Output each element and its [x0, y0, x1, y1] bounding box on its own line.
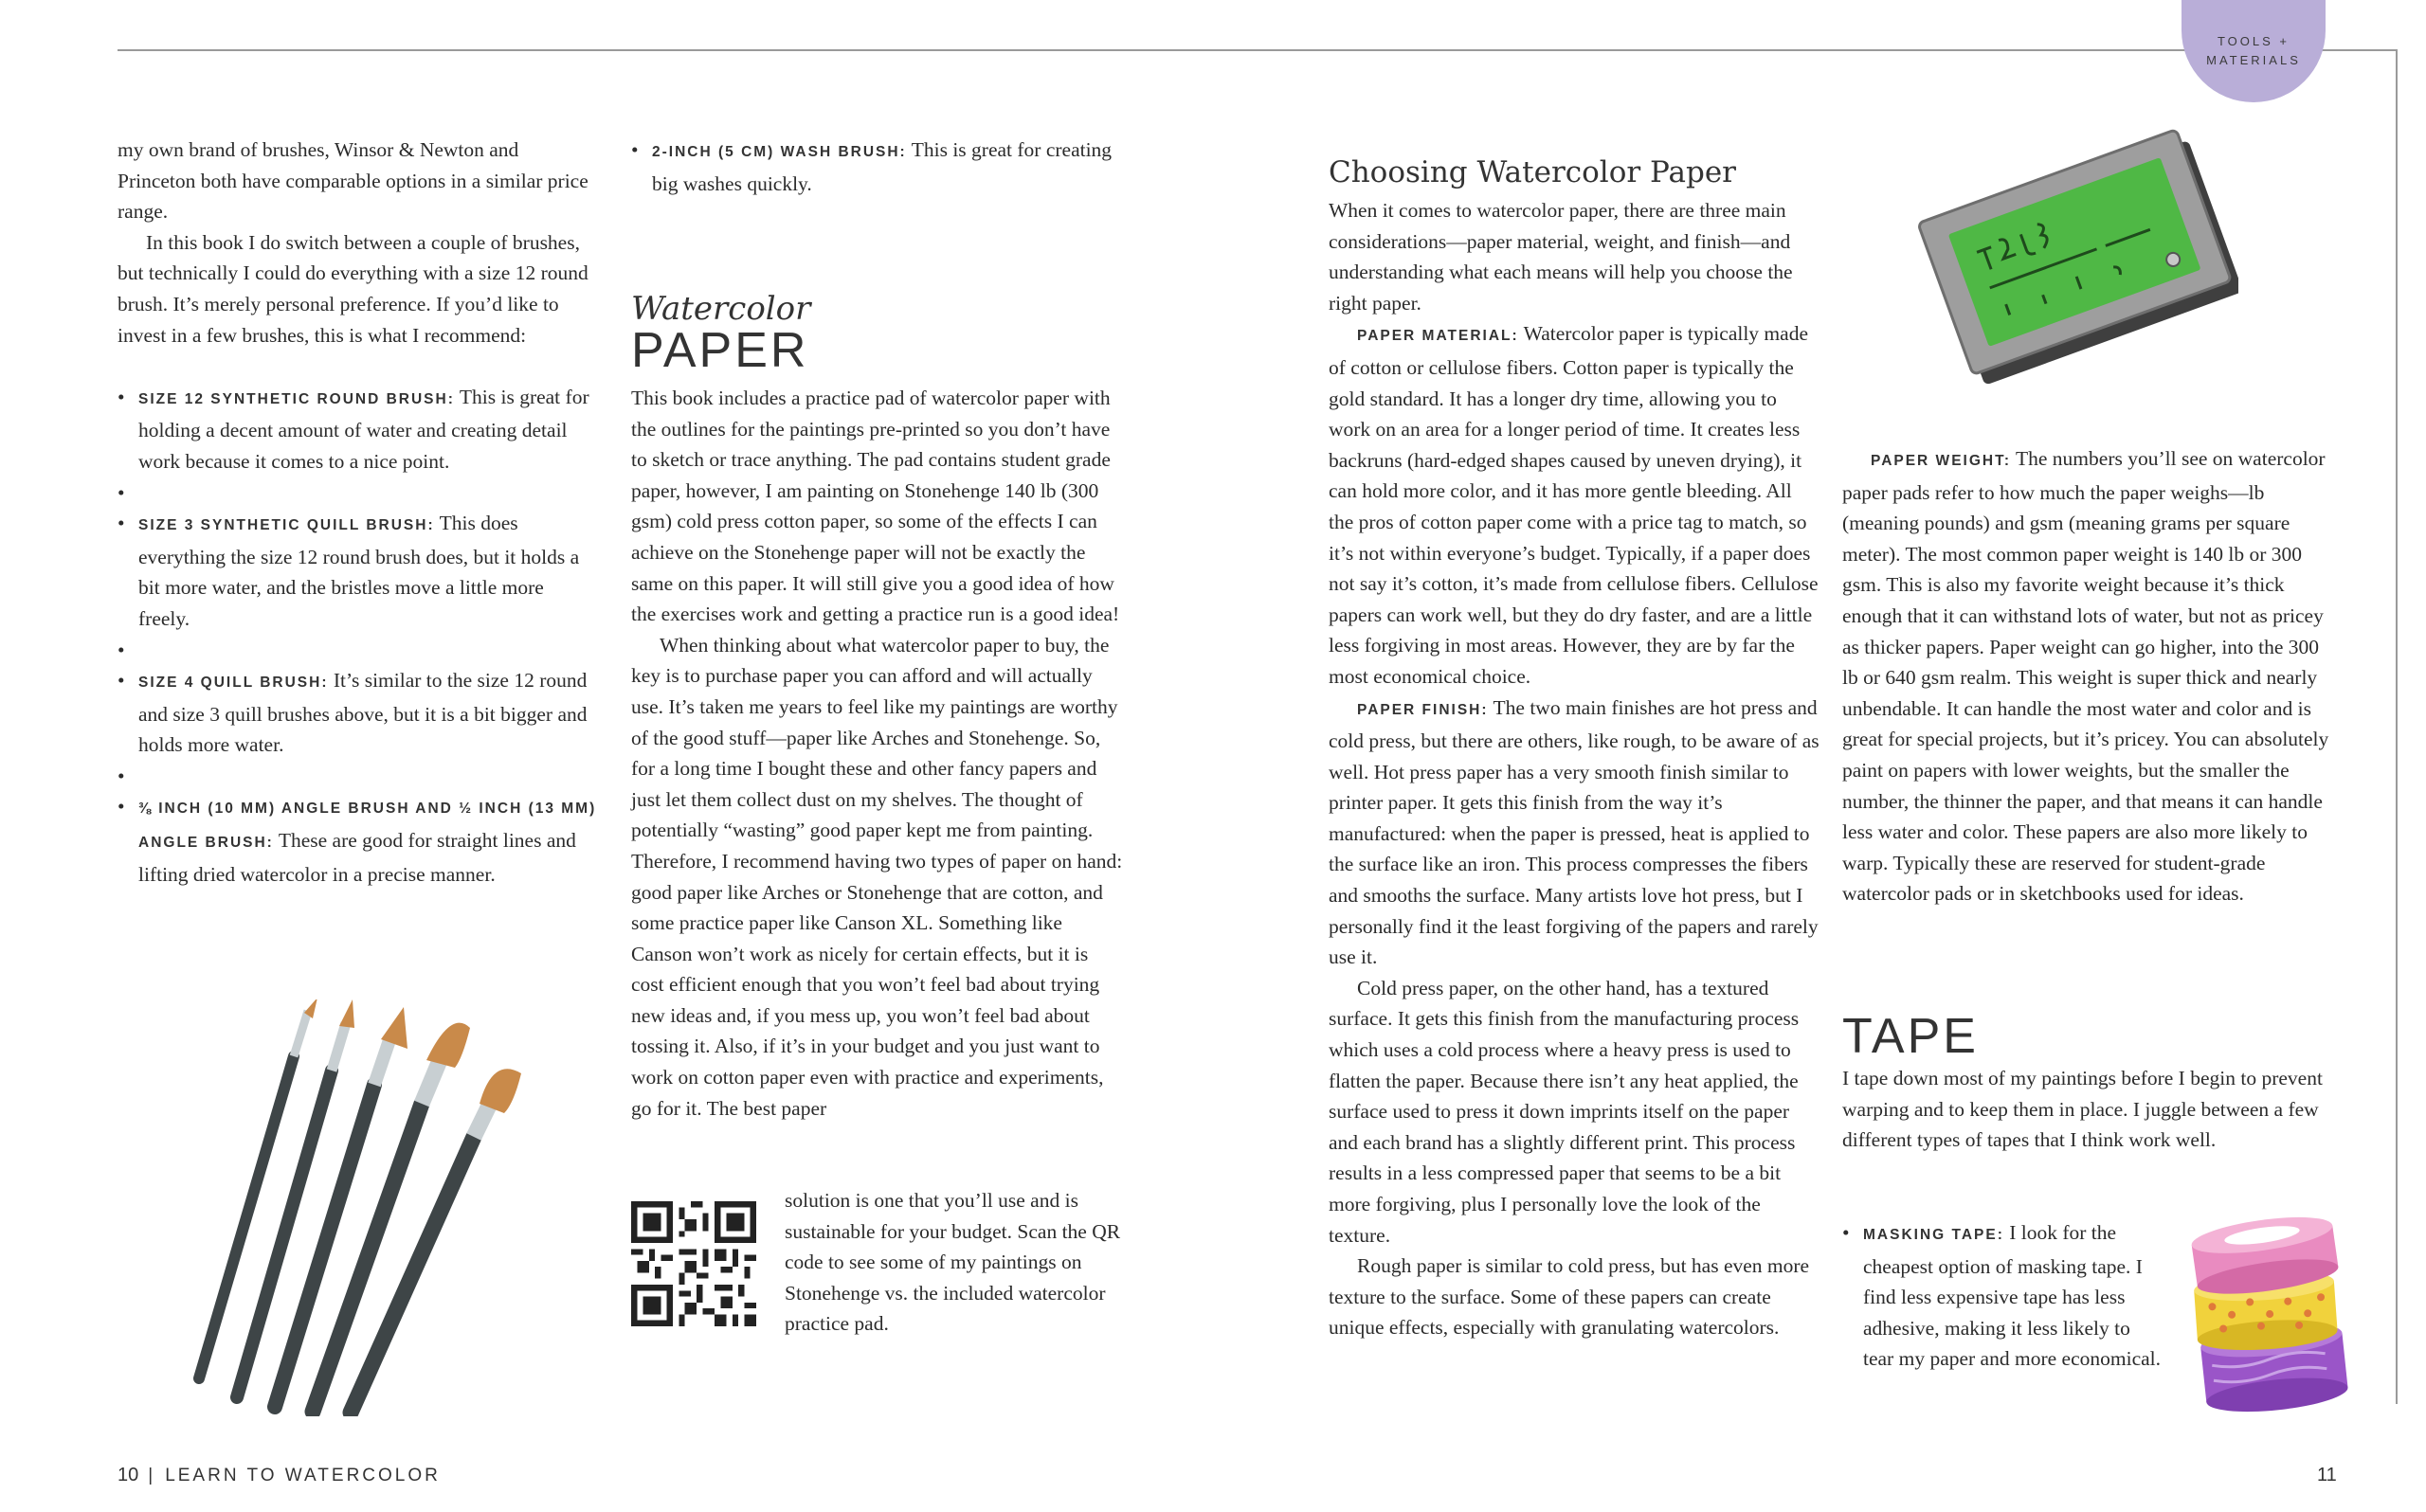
- paragraph: In this book I do switch between a couple of brushes, but technically I could do everything with a size 12 round brush. It’s merely personal preference. If you’d like to invest in a few brushes, this is what I recommend:: [118, 230, 588, 347]
- qr-code: [631, 1201, 756, 1326]
- list-item-text: It’s similar to the size 12 round and size 3 quill brushes above, but it is a bit bigger and holds more water.: [138, 669, 588, 757]
- list-item: [118, 791, 599, 890]
- paragraph: solution is one that you’ll use and is sustainable for your budget. Scan the QR code to see some of my paintings on Stonehenge vs. the included watercolor practice pad.: [785, 1189, 1121, 1336]
- list-item-text: This is great for creating big washes quickly.: [652, 138, 1113, 195]
- list-item-label: SIZE 3 SYNTHETIC QUILL BRUSH:: [138, 517, 435, 534]
- paper-pad-illustration: [1916, 114, 2238, 388]
- paper-finish-label: PAPER FINISH:: [1357, 701, 1489, 718]
- right-column-2: [1842, 443, 2337, 909]
- paragraph: Cold press paper, on the other hand, has a textured surface. It gets this finish from the manufacturing process which uses a cold process where a heavy press is used to flatten the paper. Because there isn’t any heat applied, the surface used to press it down imprints itself on the paper and each brand has a slightly different print. This process results in a less compressed paper that seems to be a bit more forgiving, plus I personally love the look of the texture.: [1329, 976, 1800, 1247]
- right-footer: [2317, 1465, 2337, 1486]
- brushes-illustration: [171, 999, 550, 1416]
- tape-body: [1842, 1063, 2327, 1186]
- list-item-label: 2-INCH (5 CM) WASH BRUSH:: [652, 144, 907, 160]
- paragraph: This book includes a practice pad of watercolor paper with the outlines for the paintings pre-printed so you don’t have to sketch or trace anything. The pad contains student grade paper, however, I am painting on Stonehenge 140 lb (300 gsm) cold press cotton paper, so some of the effects I can achieve on the Stonehenge paper will not be exactly the same on this paper. It will still give you a good idea of how the exercises work and getting a practice run is a good idea!: [631, 387, 1120, 626]
- paper-material-label: PAPER MATERIAL:: [1357, 328, 1519, 345]
- list-item: [631, 135, 1124, 199]
- section-tab-line2: MATERIALS: [2206, 53, 2301, 67]
- masking-tape-text: I look for the cheapest option of masking tape. I find less expensive tape has less adhesive, making it less likely to tear my paper and more economical.: [1863, 1221, 2161, 1371]
- left-footer: 10 | LEARN TO WATERCOLOR: [118, 1465, 441, 1485]
- paragraph: Rough paper is similar to cold press, but has even more texture to the surface. Some of these papers can create unique effects, especially with granulating watercolors.: [1329, 1254, 1810, 1340]
- watercolor-paper-heading: [631, 290, 811, 378]
- masking-tape-list: [1842, 1217, 2164, 1375]
- section-tab: [2182, 0, 2326, 102]
- paper-finish-text: The two main finishes are hot press and cold press, but there are others, like rough, to be aware of as well. Hot press paper has a very smooth finish similar to printer paper. It gets this finish from the way it’s manufactured: when the paper is pressed, heat is applied to the surface like an iron. This process compresses the fibers and smooths the surface. Many artists love hot press, but I personally find it the least forgiving of the papers and rarely use it.: [1329, 695, 1820, 969]
- list-item-text: This is great for holding a decent amount of water and creating detail work because it comes to a nice point.: [138, 385, 589, 473]
- brush-list: [118, 382, 599, 891]
- list-item: [118, 665, 599, 761]
- book-title: LEARN TO WATERCOLOR: [165, 1466, 441, 1485]
- page-number: 10: [118, 1465, 139, 1485]
- paragraph: When thinking about what watercolor paper to buy, the key is to purchase paper you can afford and will actually use. It’s taken me years to feel like my paintings are worthy of the good stuff—paper like Arches and Stonehenge. So, for a long time I bought these and other fancy papers and just let them collect dust on my shelves. The thought of potentially “wasting” good paper kept me from painting. Therefore, I recommend having two types of paper on hand: good paper like Arches or Stonehenge that are cotton, and some practice paper like Canson XL. Something like Canson won’t work as nicely for certain effects, but it is cost efficient enough that you won’t feel bad about trying new ideas and, if you mess up, you won’t feel bad about tossing it. Also, if it’s in your budget and you just want to work on cotton paper even with practice and experiments, go for it. The best paper: [631, 633, 1123, 1120]
- heading-big: PAPER: [631, 323, 809, 378]
- section-tab-line1: TOOLS +: [2217, 34, 2290, 48]
- list-item: [118, 508, 599, 634]
- list-item-label: ⅜ INCH (10 MM) ANGLE BRUSH AND ½ INCH (13 MM) ANGLE BRUSH:: [138, 801, 597, 852]
- right-rule: [2396, 49, 2398, 1404]
- heading-script: Watercolor: [631, 290, 811, 328]
- left-column-1: [118, 135, 599, 890]
- tape-heading: TAPE: [1842, 1009, 1979, 1064]
- paragraph: [1329, 693, 1821, 973]
- left-column-2-body: [631, 383, 1126, 1124]
- list-item: [1842, 1217, 2164, 1375]
- masking-tape-label: MASKING TAPE:: [1863, 1227, 2004, 1243]
- qr-caption: [785, 1185, 1128, 1340]
- tape-rolls-illustration: [2175, 1208, 2364, 1416]
- list-item-label: SIZE 12 SYNTHETIC ROUND BRUSH:: [138, 390, 455, 407]
- paragraph: I tape down most of my paintings before I begin to prevent warping and to keep them in place. I juggle between a few different types of tapes that I think work well.: [1842, 1067, 2323, 1152]
- list-item-text: This does everything the size 12 round brush does, but it holds a bit more water, and the bristles move a little more freely.: [138, 512, 580, 630]
- paper-weight-label: PAPER WEIGHT:: [1871, 453, 2011, 469]
- list-item-label: SIZE 4 QUILL BRUSH:: [138, 675, 329, 692]
- paper-weight-text: The numbers you’ll see on watercolor paper pads refer to how much the paper weighs—lb (meaning pounds) and gsm (meaning grams per square meter). The most common paper weight is 140 lb or 300 gsm. This is also my favorite weight because it’s thick enough that it can withstand lots of water, but not as pricey as thicker papers. Paper weight can go higher, into the 300 lb or 640 gsm realm. This weight is super thick and nearly unbendable. It can handle the most water and color and is great for special projects, but it’s pricey. You can absolutely paint on papers with lower weights, but the smaller the number, the thinner the paper, and that means it can handle less water and color. These papers are also more likely to warp. Typically these are reserved for student-grade watercolor pads or in sketchbooks used for ideas.: [1842, 447, 2329, 906]
- list-item-text: These are good for straight lines and lifting dried watercolor in a precise manner.: [138, 829, 576, 886]
- right-column-1: [1329, 153, 1821, 1343]
- left-column-2: [631, 135, 1124, 199]
- choosing-paper-heading: Choosing Watercolor Paper: [1329, 155, 1737, 189]
- list-item: [118, 382, 599, 477]
- page-number: 11: [2317, 1465, 2337, 1485]
- paragraph: [1842, 443, 2337, 909]
- paragraph: my own brand of brushes, Winsor & Newton and Princeton both have comparable options in a similar price range.: [118, 138, 588, 224]
- paper-material-text: Watercolor paper is typically made of cotton or cellulose fibers. Cotton paper is typically the gold standard. It has a longer dry time, allowing you to work on an area for a longer period of time. It creates less backruns (hard-edged shapes caused by uneven drying), it can hold more color, and it has more gentle bleeding. All the pros of cotton paper come with a price tag to match, so it’s not within everyone’s budget. Typically, if a paper does not say it’s cotton, it’s made from cellulose fibers. Cellulose papers can work well, but they do dry faster, and are a little less forgiving in most areas. However, they are by far the most economical choice.: [1329, 322, 1819, 688]
- wash-brush-list: [631, 135, 1124, 199]
- paragraph: When it comes to watercolor paper, there are three main considerations—paper material, weight, and finish—and understanding what each means will help you choose the right paper.: [1329, 199, 1793, 315]
- paragraph: [1329, 318, 1821, 692]
- top-rule: [118, 49, 2396, 51]
